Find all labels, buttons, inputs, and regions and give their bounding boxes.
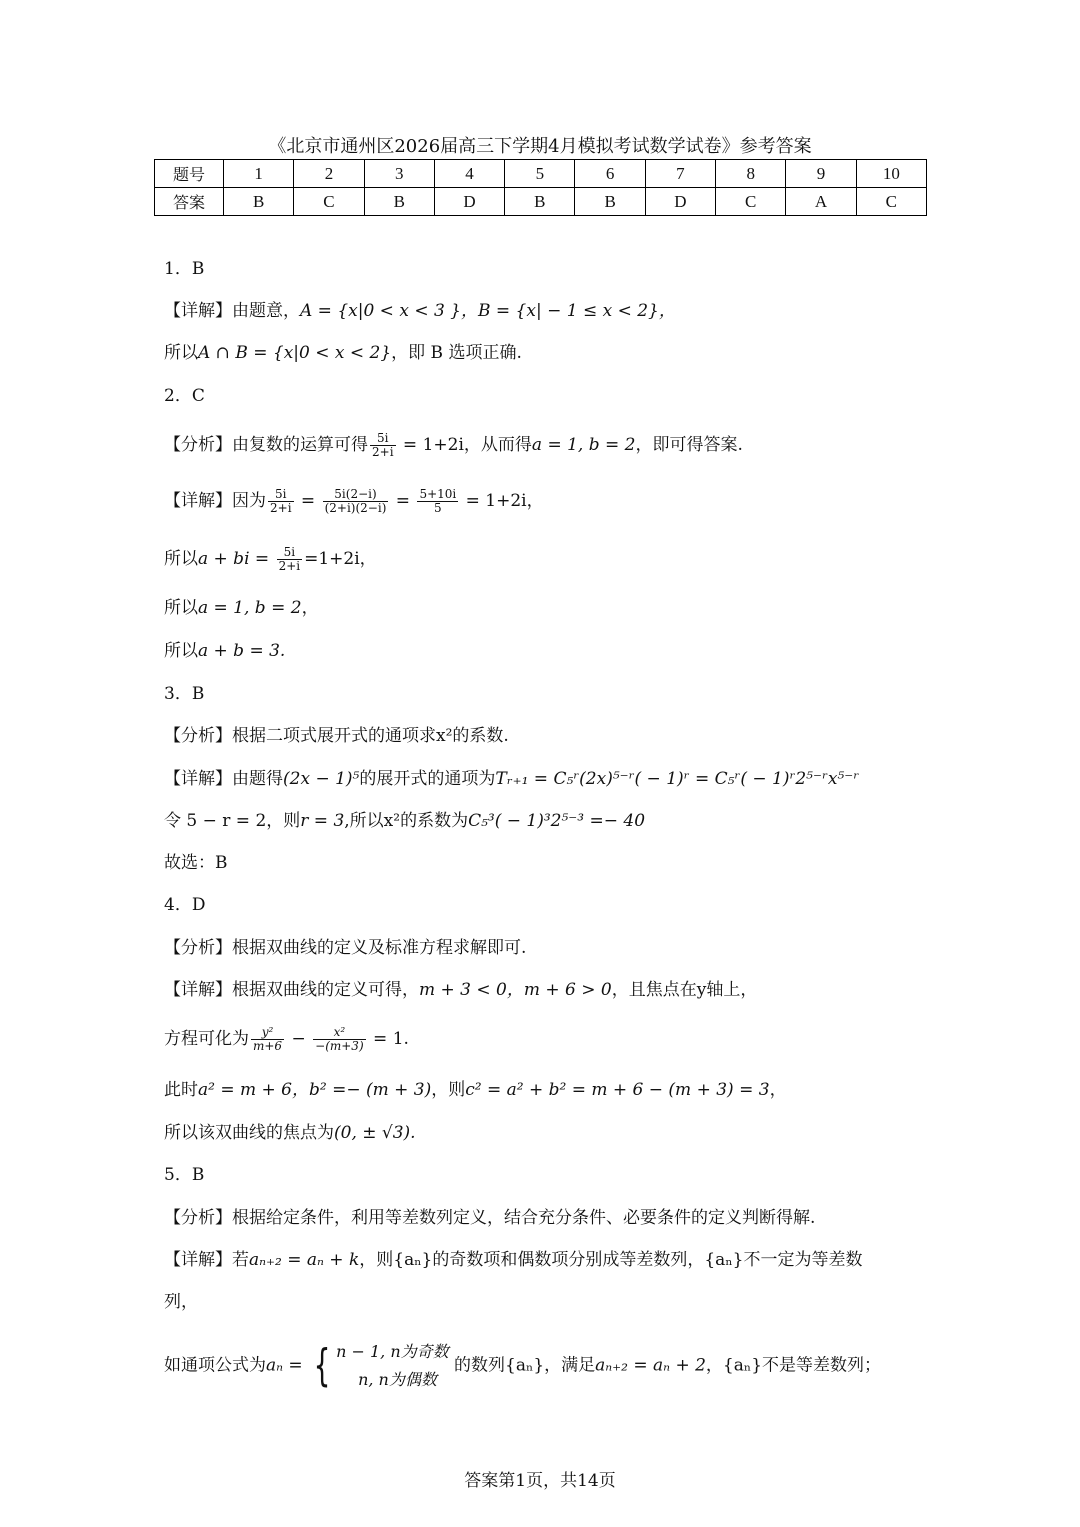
table-cell-number: 2	[294, 160, 364, 188]
q5-detail-line-2: 列，	[164, 1292, 198, 1312]
q2-detail-line-4	[164, 639, 285, 663]
fraction-numerator: x²	[313, 1026, 366, 1040]
q4-detail-line-3	[164, 1078, 787, 1102]
q4-text: 方程可化为	[164, 1029, 249, 1049]
q5-text: ，则{aₙ}的奇数项和偶数项分别成等差数列，{aₙ}不一定为等差数	[359, 1250, 863, 1270]
q2-detail-line-3	[164, 596, 319, 620]
q4-fraction	[313, 1026, 366, 1053]
q5-detail-line-3	[164, 1338, 881, 1394]
q5-math: aₙ =	[266, 1355, 309, 1376]
q2-analysis-line	[164, 432, 743, 459]
case-even: n, n为偶数	[358, 1370, 437, 1389]
q2-detail-tag: 【详解】因为	[164, 491, 266, 511]
q2-fraction	[323, 488, 389, 515]
q1-text: ，即 B 选项正确.	[391, 343, 522, 363]
q1-heading: 1．B	[164, 259, 205, 279]
q3-text: 的展开式的通项为	[359, 769, 496, 789]
q3-text: ,所以x²的系数为	[344, 811, 469, 831]
q3-math: r = 3	[300, 811, 345, 831]
q5-heading: 5．B	[164, 1165, 205, 1185]
q2-heading: 2．C	[164, 386, 205, 406]
q2-fraction	[417, 488, 458, 515]
q2-text: 所以	[164, 549, 198, 569]
table-header-number: 题号	[155, 160, 224, 188]
q4-analysis-line: 【分析】根据双曲线的定义及标准方程求解即可.	[164, 938, 527, 958]
table-cell-number: 8	[716, 160, 786, 188]
fraction-denominator: 2+i	[372, 445, 394, 459]
q3-general-term-math: Tᵣ₊₁ = C₅ʳ(2x)⁵⁻ʳ( − 1)ʳ = C₅ʳ( − 1)ʳ2⁵⁻ʳx⁵⁻ʳ	[495, 769, 860, 789]
q3-text: 令 5 − r = 2，则	[164, 811, 301, 831]
table-cell-answer: B	[364, 188, 434, 216]
fraction-denominator: −(m+3)	[315, 1039, 364, 1053]
q2-analysis-tag: 【分析】由复数的运算可得	[164, 435, 368, 455]
q4-text: = 1.	[367, 1029, 409, 1049]
answer-table	[154, 159, 927, 216]
q4-text: 此时	[164, 1080, 198, 1100]
q1-intersection-math: A ∩ B = {x|0 < x < 2}	[198, 343, 392, 363]
q2-text: = 1+2i，	[460, 491, 544, 511]
q1-text: 所以	[164, 343, 198, 363]
q2-fraction	[370, 432, 396, 459]
table-cell-number: 9	[786, 160, 856, 188]
q2-detail-line-2	[164, 546, 377, 573]
q4-text: ，	[769, 1080, 787, 1100]
q3-analysis-line: 【分析】根据二项式展开式的通项求x²的系数.	[164, 726, 509, 746]
q3-coefficient-math: C₅³( − 1)³2⁵⁻³ =− 40	[468, 811, 646, 831]
q4-focus-math: (0, ± √3).	[334, 1123, 416, 1143]
table-cell-answer: B	[224, 188, 294, 216]
table-cell-answer: C	[294, 188, 364, 216]
table-cell-number: 3	[364, 160, 434, 188]
q4-fraction	[251, 1026, 284, 1053]
q4-math: a² = m + 6，b² =− (m + 3)	[198, 1080, 432, 1100]
q4-conditions-math: m + 3 < 0，m + 6 > 0	[419, 980, 612, 1000]
table-cell-answer: D	[434, 188, 504, 216]
q5-math: aₙ₊₂ = aₙ + k	[249, 1250, 360, 1270]
fraction-numerator: 5+10i	[419, 487, 457, 501]
q4-heading: 4．D	[164, 895, 206, 915]
table-header-answer: 答案	[155, 188, 224, 216]
page-footer: 答案第1页，共14页	[464, 1471, 616, 1491]
q4-math: c² = a² + b² = m + 6 − (m + 3) = 3	[465, 1080, 770, 1100]
table-cell-answer: C	[856, 188, 926, 216]
q2-math: a + bi =	[198, 549, 275, 569]
q4-text: ，则	[431, 1080, 466, 1100]
table-cell-answer: C	[716, 188, 786, 216]
q2-text: 所以	[164, 598, 198, 618]
q3-conclusion: 故选：B	[164, 853, 228, 873]
table-cell-number: 7	[645, 160, 715, 188]
q2-text: = 1+2i，从而得	[397, 435, 532, 455]
table-cell-number: 1	[224, 160, 294, 188]
q4-detail-line-1	[164, 978, 757, 1002]
q5-analysis-line: 【分析】根据给定条件，利用等差数列定义，结合充分条件、必要条件的定义判断得解.	[164, 1208, 816, 1228]
q2-fraction	[277, 546, 303, 573]
q5-detail-tag: 【详解】若	[164, 1250, 249, 1270]
q5-text: 的数列{aₙ}，满足	[448, 1355, 596, 1376]
fraction-denominator: m+6	[253, 1039, 283, 1053]
table-cell-answer: D	[645, 188, 715, 216]
fraction-numerator: y²	[251, 1026, 284, 1040]
fraction-numerator: 5i	[370, 432, 396, 446]
q2-math: a + b = 3.	[198, 641, 286, 661]
q2-text: ，即可得答案.	[635, 435, 743, 455]
q2-text: =1+2i，	[304, 549, 377, 569]
table-cell-answer: B	[505, 188, 575, 216]
q4-detail-tag: 【详解】根据双曲线的定义可得，	[164, 980, 419, 1000]
q4-text: ，且焦点在y轴上，	[611, 980, 758, 1000]
q1-detail-line-1	[164, 299, 676, 323]
fraction-denominator: 2+i	[278, 559, 301, 573]
fraction-denominator: 2+i	[270, 501, 292, 515]
q4-text: 所以该双曲线的焦点为	[164, 1123, 334, 1143]
q5-math: aₙ₊₂ = aₙ + 2	[595, 1355, 706, 1376]
fraction-numerator: 5i(2−i)	[323, 488, 389, 502]
q2-text: 所以	[164, 641, 198, 661]
answer-table-number-row	[155, 160, 927, 188]
q3-binomial-math: (2x − 1)⁵	[283, 769, 360, 789]
fraction-denominator: (2+i)(2−i)	[324, 501, 387, 515]
table-cell-number: 10	[856, 160, 926, 188]
case-odd: n − 1, n为奇数	[336, 1342, 449, 1361]
table-cell-number: 5	[505, 160, 575, 188]
fraction-numerator: 5i	[268, 488, 294, 502]
q2-fraction	[268, 488, 294, 515]
left-brace-icon: {	[313, 1340, 331, 1391]
table-cell-number: 4	[434, 160, 504, 188]
table-cell-answer: A	[786, 188, 856, 216]
table-cell-number: 6	[575, 160, 645, 188]
q4-detail-line-2: 方程可化为 $\frac{\text{y²}}{m+6}$ − $\frac{\text{x²}}{-(m+3)}$ = 1.	[164, 1025, 409, 1053]
q3-detail-tag: 【详解】由题得	[164, 769, 283, 789]
q1-detail-tag: 【详解】由题意，	[164, 301, 300, 321]
q2-text: ，	[301, 598, 319, 618]
answer-table-answer-row	[155, 188, 927, 216]
document-title: 《北京市通州区2026届高三下学期4月模拟考试数学试卷》参考答案	[268, 136, 812, 157]
q1-detail-line-2	[164, 341, 522, 365]
q1-sets-math: A = {x|0 < x < 3 }，B = {x| − 1 ≤ x < 2}，	[300, 301, 676, 321]
fraction-denominator: 5	[434, 501, 442, 515]
fraction-numerator: 5i	[277, 546, 303, 560]
q3-heading: 3．B	[164, 684, 205, 704]
q5-text: ，{aₙ}不是等差数列；	[705, 1355, 882, 1376]
q5-detail-line-1	[164, 1248, 863, 1272]
q4-detail-line-4	[164, 1121, 416, 1145]
q3-detail-line-2	[164, 809, 645, 833]
q5-piecewise-cases	[336, 1338, 449, 1394]
q5-text: 如通项公式为	[164, 1355, 266, 1376]
q2-math: a = 1, b = 2	[198, 598, 302, 618]
table-cell-answer: B	[575, 188, 645, 216]
q2-detail-line-1: 【详解】因为 $\frac{5i}{2+i}$ = $\frac{5i(2-i)}{(2+i)(2-i)}$ = $\frac{5+10i}{5}$ = 1+2i，	[164, 487, 544, 515]
q2-values-math: a = 1, b = 2	[531, 435, 636, 455]
q3-detail-line-1	[164, 767, 859, 791]
